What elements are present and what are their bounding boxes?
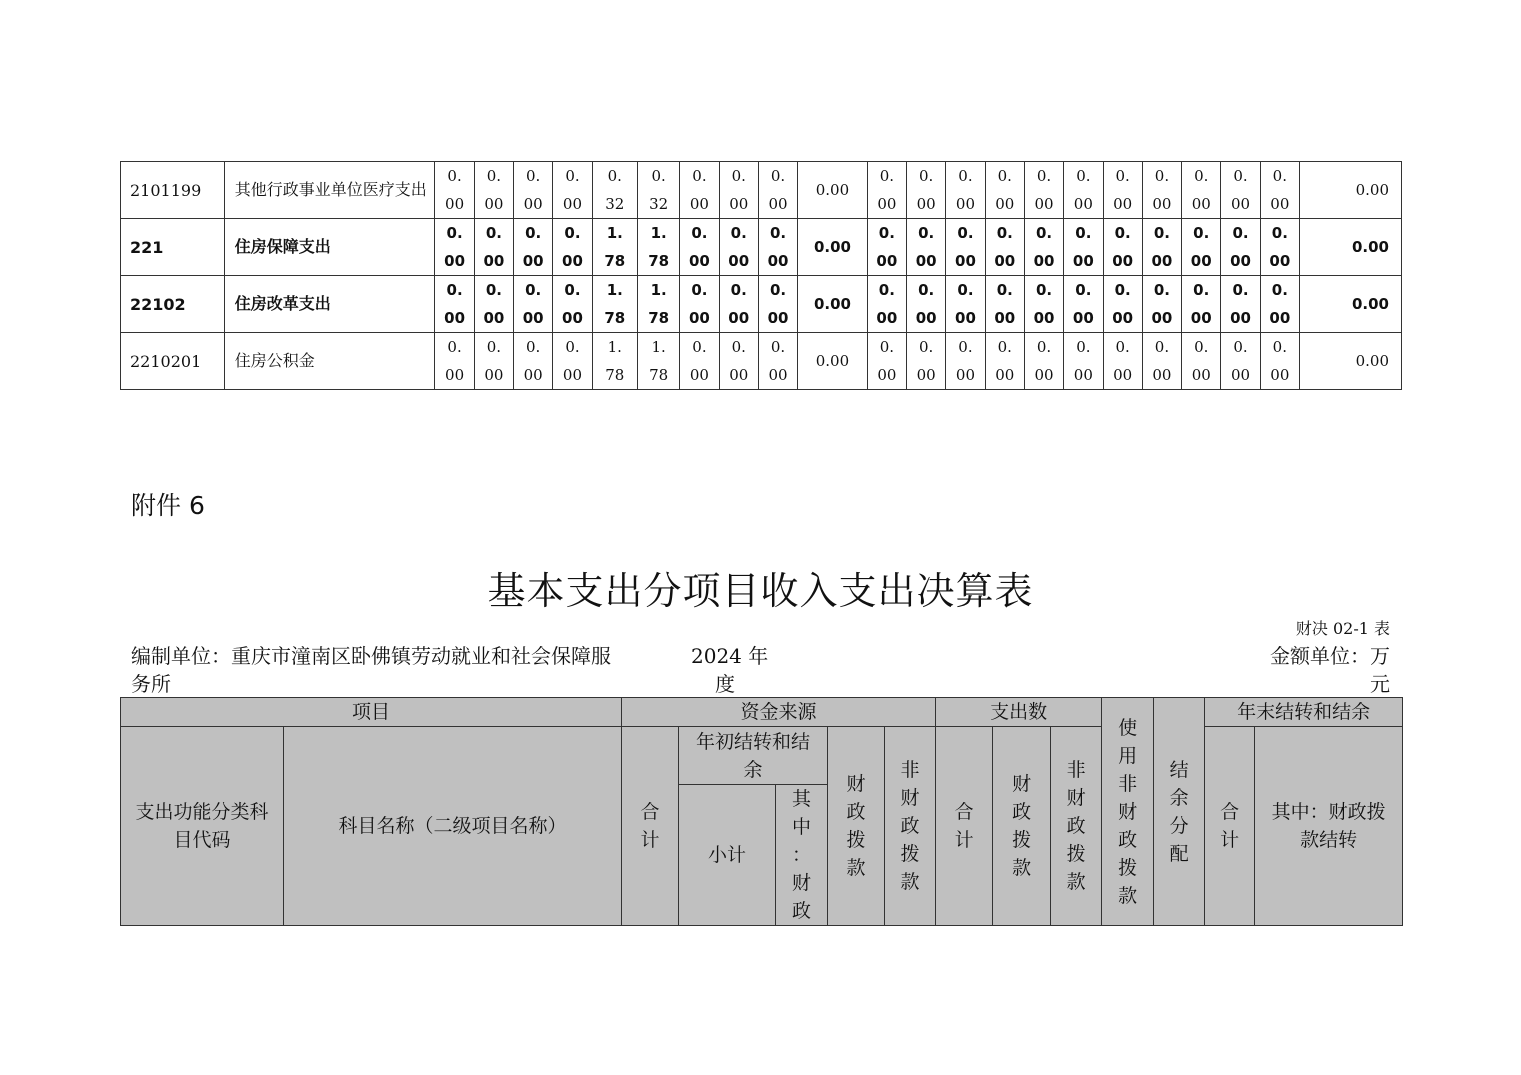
amount-cell: 0. 00 (907, 333, 946, 390)
amount-cell: 0. 00 (1221, 333, 1260, 390)
amount-cell: 0. 00 (867, 219, 906, 276)
amount-cell: 0. 00 (680, 276, 719, 333)
money-unit: 金额单位：万元 (1270, 644, 1390, 696)
amount-cell: 0. 00 (1064, 219, 1103, 276)
amount-cell: 0. 00 (1064, 276, 1103, 333)
amount-cell: 0. 00 (1221, 219, 1260, 276)
amount-cell: 0. 00 (1260, 333, 1299, 390)
header-fund-source: 资金来源 (622, 698, 936, 727)
header-nonfiscal2 (1051, 727, 1102, 926)
header-total2 (936, 727, 993, 926)
header-nonfiscal1-text: 非 财 政 拨 款 (900, 759, 920, 893)
amount-cell: 0. 00 (758, 162, 797, 219)
amount-cell: 0. 00 (985, 276, 1024, 333)
header-total3-text: 合 计 (1220, 801, 1240, 851)
header-total1-text: 合 计 (640, 801, 660, 851)
amount-cell: 0. 00 (1142, 333, 1181, 390)
amount-cell: 0. 00 (1142, 162, 1181, 219)
amount-cell: 0.00 (798, 276, 868, 333)
amount-cell: 0. 00 (1221, 276, 1260, 333)
amount-cell: 0. 00 (758, 219, 797, 276)
amount-cell: 0.00 (798, 219, 868, 276)
header-subtotal: 小计 (679, 785, 776, 926)
header-total1 (622, 727, 679, 926)
header-use-nonfiscal (1102, 698, 1154, 926)
amount-cell: 1. 78 (592, 219, 637, 276)
amount-cell: 0. 00 (1182, 276, 1221, 333)
amount-cell: 0. 00 (867, 276, 906, 333)
amount-cell: 0. 00 (1064, 333, 1103, 390)
amount-cell: 0. 00 (514, 276, 553, 333)
amount-cell: 0. 00 (680, 219, 719, 276)
amount-cell: 0. 00 (553, 219, 592, 276)
amount-cell: 0. 00 (719, 276, 758, 333)
amount-cell: 0. 00 (680, 333, 719, 390)
header-total2-text: 合 计 (954, 801, 974, 851)
table-row (121, 162, 1402, 219)
amount-cell: 0. 00 (474, 219, 513, 276)
amount-cell: 0. 00 (1103, 219, 1142, 276)
amount-cell: 1. 78 (637, 219, 679, 276)
amount-cell: 0. 00 (907, 276, 946, 333)
amount-cell: 0. 00 (1064, 162, 1103, 219)
amount-cell: 0. 00 (985, 162, 1024, 219)
amount-cell: 0. 00 (435, 219, 474, 276)
continuation-table-body (121, 162, 1402, 390)
amount-cell: 0. 00 (758, 276, 797, 333)
amount-cell: 0. 32 (592, 162, 637, 219)
amount-cell: 0. 00 (514, 219, 553, 276)
amount-cell: 0. 00 (474, 276, 513, 333)
amount-cell: 0.00 (798, 333, 868, 390)
amount-cell: 0. 00 (1024, 276, 1063, 333)
amount-cell: 0. 00 (1103, 162, 1142, 219)
header-nonfiscal2-text: 非 财 政 拨 款 (1066, 759, 1086, 893)
header-fiscal1-text: 财 政 拨 款 (846, 773, 866, 879)
amount-cell: 0. 00 (474, 333, 513, 390)
amount-cell: 0. 00 (946, 162, 985, 219)
header-total3 (1205, 727, 1255, 926)
amount-cell: 0. 00 (907, 219, 946, 276)
amount-cell: 0. 00 (946, 276, 985, 333)
amount-cell: 0. 00 (946, 333, 985, 390)
amount-cell: 0.00 (1299, 333, 1401, 390)
amount-cell: 0. 00 (907, 162, 946, 219)
amount-cell: 0. 00 (758, 333, 797, 390)
amount-cell: 0. 00 (514, 162, 553, 219)
table-row (121, 333, 1402, 390)
form-number: 财决 02-1 表 (1295, 619, 1390, 638)
amount-cell: 0. 00 (1182, 162, 1221, 219)
table-row (121, 219, 1402, 276)
amount-cell: 0. 00 (474, 162, 513, 219)
fiscal-year-line1: 2024 年 (691, 644, 769, 668)
amount-cell: 0. 00 (1260, 162, 1299, 219)
amount-cell: 0. 00 (680, 162, 719, 219)
amount-cell: 0. 00 (719, 162, 758, 219)
header-beginning: 年初结转和结余 (679, 727, 828, 785)
amount-cell: 0. 00 (985, 219, 1024, 276)
subject-name: 其他行政事业单位医疗支出 (224, 162, 435, 219)
header-table (120, 697, 1403, 926)
amount-cell: 0.00 (798, 162, 868, 219)
subject-code: 221 (121, 219, 225, 276)
header-expenditure: 支出数 (936, 698, 1102, 727)
subject-name: 住房改革支出 (224, 276, 435, 333)
amount-cell: 0. 00 (1221, 162, 1260, 219)
amount-cell: 1. 78 (592, 276, 637, 333)
amount-cell: 0. 00 (1260, 276, 1299, 333)
amount-cell: 0. 00 (1182, 333, 1221, 390)
fiscal-year (691, 642, 771, 698)
amount-cell: 0. 00 (719, 219, 758, 276)
header-project: 项目 (121, 698, 622, 727)
amount-cell: 0. 00 (1103, 333, 1142, 390)
table-row (121, 276, 1402, 333)
header-name-col: 科目名称（二级项目名称） (284, 727, 622, 926)
amount-cell: 0. 00 (435, 333, 474, 390)
subject-code: 2101199 (121, 162, 225, 219)
continuation-table (120, 161, 1402, 390)
header-of-which-fiscal-text: 其 中 ： 财 政 (792, 788, 812, 922)
header-of-which-fiscal-carry: 其中：财政拨款结转 (1255, 727, 1403, 926)
amount-cell: 0. 00 (1142, 219, 1181, 276)
header-balance-alloc (1154, 698, 1205, 926)
amount-cell: 1. 78 (637, 333, 679, 390)
amount-cell: 0.00 (1299, 276, 1401, 333)
header-use-nonfiscal-text: 使 用 非 财 政 拨 款 (1118, 716, 1138, 907)
compiling-unit: 编制单位：重庆市潼南区卧佛镇劳动就业和社会保障服务所 (131, 644, 611, 696)
subject-code: 2210201 (121, 333, 225, 390)
amount-cell: 0. 00 (1103, 276, 1142, 333)
header-fiscal2-text: 财 政 拨 款 (1012, 773, 1032, 879)
amount-cell: 0. 00 (867, 162, 906, 219)
amount-cell: 0. 00 (719, 333, 758, 390)
amount-cell: 0. 00 (985, 333, 1024, 390)
amount-cell: 0. 00 (1024, 333, 1063, 390)
amount-cell: 0. 00 (514, 333, 553, 390)
amount-cell: 1. 78 (592, 333, 637, 390)
header-fiscal1 (828, 727, 885, 926)
amount-cell: 0. 00 (435, 276, 474, 333)
amount-cell: 0. 00 (946, 219, 985, 276)
amount-cell: 0. 00 (1182, 219, 1221, 276)
amount-cell: 0. 00 (553, 333, 592, 390)
header-year-end: 年末结转和结余 (1205, 698, 1403, 727)
amount-cell: 0. 32 (637, 162, 679, 219)
fiscal-year-line2: 度 (715, 672, 735, 696)
header-nonfiscal1 (885, 727, 936, 926)
attachment-label: 附件 6 (131, 491, 205, 520)
amount-cell: 0. 00 (435, 162, 474, 219)
page-title: 基本支出分项目收入支出决算表 (487, 569, 1034, 613)
amount-cell: 0. 00 (553, 162, 592, 219)
amount-cell: 0. 00 (1142, 276, 1181, 333)
amount-cell: 1. 78 (637, 276, 679, 333)
amount-cell: 0. 00 (553, 276, 592, 333)
subject-name: 住房保障支出 (224, 219, 435, 276)
header-balance-alloc-text: 结 余 分 配 (1169, 758, 1189, 865)
header-fiscal2 (993, 727, 1051, 926)
amount-cell: 0.00 (1299, 162, 1401, 219)
amount-cell: 0. 00 (1260, 219, 1299, 276)
amount-cell: 0. 00 (867, 333, 906, 390)
amount-cell: 0. 00 (1024, 162, 1063, 219)
header-code-col: 支出功能分类科目代码 (121, 727, 284, 926)
subject-code: 22102 (121, 276, 225, 333)
header-of-which-fiscal (776, 785, 828, 926)
amount-cell: 0.00 (1299, 219, 1401, 276)
amount-cell: 0. 00 (1024, 219, 1063, 276)
subject-name: 住房公积金 (224, 333, 435, 390)
